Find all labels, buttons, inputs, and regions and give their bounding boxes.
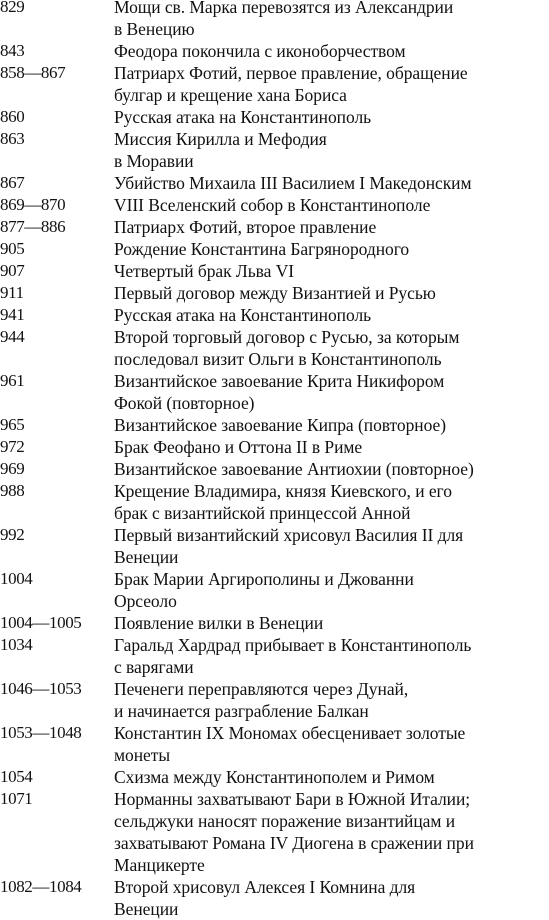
entry-860: [0, 106, 549, 128]
entry-year: 860: [0, 107, 25, 126]
entry-event: Появление вилки в Венеции: [114, 613, 324, 633]
entry-year: 1053—1048: [0, 723, 82, 742]
entry-905: [0, 238, 549, 260]
entry-event: Патриарх Фотий, второе правление: [114, 217, 377, 237]
entry-877-886: [0, 216, 549, 238]
entry-event: Второй торговый договор с Русью, за которым последовал визит Ольги в Константинополь: [114, 327, 460, 369]
entry-992: [0, 524, 549, 568]
entry-event: Четвертый брак Льва VI: [114, 261, 295, 281]
entry-event: Русская атака на Константинополь: [114, 305, 372, 325]
entry-858-867: [0, 62, 549, 106]
entry-year: 867: [0, 173, 25, 192]
entry-1054: [0, 766, 549, 788]
entry-961: [0, 370, 549, 414]
entry-event: Схизма между Константинополем и Римом: [114, 767, 435, 787]
entry-867: [0, 172, 549, 194]
entry-year: 941: [0, 305, 25, 324]
entry-event: Константин IX Мономах обесценивает золотые монеты: [114, 723, 466, 765]
entry-year: 869—870: [0, 195, 66, 214]
entry-year: 969: [0, 459, 25, 478]
entry-1082-1084: [0, 876, 549, 920]
entry-event: Первый договор между Византией и Русью: [114, 283, 436, 303]
entry-1004-1005: [0, 612, 549, 634]
entry-event: Первый византийский хрисовул Василия II для Венеции: [114, 525, 464, 567]
entry-event: Византийское завоевание Крита Никифором Фокой (повторное): [114, 371, 445, 413]
entry-year: 843: [0, 41, 25, 60]
entry-year: 944: [0, 327, 25, 346]
entry-year: 972: [0, 437, 25, 456]
entry-year: 965: [0, 415, 25, 434]
entry-event: Второй хрисовул Алексея I Комнина для Венеции: [114, 877, 416, 919]
entry-year: 1004—1005: [0, 613, 82, 632]
entry-event: Брак Феофано и Оттона II в Риме: [114, 437, 363, 457]
entry-863: [0, 128, 549, 172]
entry-event: Византийское завоевание Антиохии (повторное): [114, 459, 474, 479]
entry-year: 1071: [0, 789, 33, 808]
entry-event: Гаральд Хардрад прибывает в Константинополь с варягами: [114, 635, 472, 677]
entry-event: Патриарх Фотий, первое правление, обращение булгар и крещение хана Бориса: [114, 63, 468, 105]
entry-1053-1048: [0, 722, 549, 766]
entry-944: [0, 326, 549, 370]
entry-year: 829: [0, 0, 25, 16]
entry-year: 858—867: [0, 63, 66, 82]
entry-941: [0, 304, 549, 326]
entry-869-870: [0, 194, 549, 216]
entry-event: Брак Марии Аргирополины и Джованни Орсеоло: [114, 569, 414, 611]
entry-event: Рождение Константина Багрянородного: [114, 239, 410, 259]
entry-1034: [0, 634, 549, 678]
entry-event: Миссия Кирилла и Мефодия в Моравии: [114, 129, 327, 171]
entry-907: [0, 260, 549, 282]
entry-969: [0, 458, 549, 480]
entry-829: [0, 0, 549, 40]
entry-year: 905: [0, 239, 25, 258]
entry-year: 1004: [0, 569, 33, 588]
entry-965: [0, 414, 549, 436]
entry-year: 1054: [0, 767, 33, 786]
entry-event: Норманны захватывают Бари в Южной Италии; сельджуки наносят поражение византийцам и захватывают Романа IV Диогена в сражении при Манцикерте: [114, 789, 474, 875]
entry-year: 1046—1053: [0, 679, 82, 698]
entry-event: Крещение Владимира, князя Киевского, и его брак с византийской принцессой Анной: [114, 481, 452, 523]
entry-event: VIII Вселенский собор в Константинополе: [114, 195, 431, 215]
entry-year: 1034: [0, 635, 33, 654]
entry-event: Печенеги переправляются через Дунай, и начинается разграбление Балкан: [114, 679, 409, 721]
entry-event: Русская атака на Константинополь: [114, 107, 372, 127]
entry-year: 992: [0, 525, 25, 544]
entry-year: 877—886: [0, 217, 66, 236]
entry-843: [0, 40, 549, 62]
entry-event: Феодора покончила с иконоборчеством: [114, 41, 406, 61]
entry-year: 911: [0, 283, 24, 302]
entry-972: [0, 436, 549, 458]
entry-event: Убийство Михаила III Василием I Македонским: [114, 173, 472, 193]
entry-year: 988: [0, 481, 25, 500]
entry-year: 1082—1084: [0, 877, 82, 896]
entry-event: Мощи св. Марка перевозятся из Александрии в Венецию: [114, 0, 454, 39]
entry-911: [0, 282, 549, 304]
entry-988: [0, 480, 549, 524]
entry-1004: [0, 568, 549, 612]
entry-year: 961: [0, 371, 25, 390]
entry-year: 863: [0, 129, 25, 148]
entry-1046-1053: [0, 678, 549, 722]
entry-event: Византийское завоевание Кипра (повторное): [114, 415, 447, 435]
entry-1071: [0, 788, 549, 876]
entry-year: 907: [0, 261, 25, 280]
